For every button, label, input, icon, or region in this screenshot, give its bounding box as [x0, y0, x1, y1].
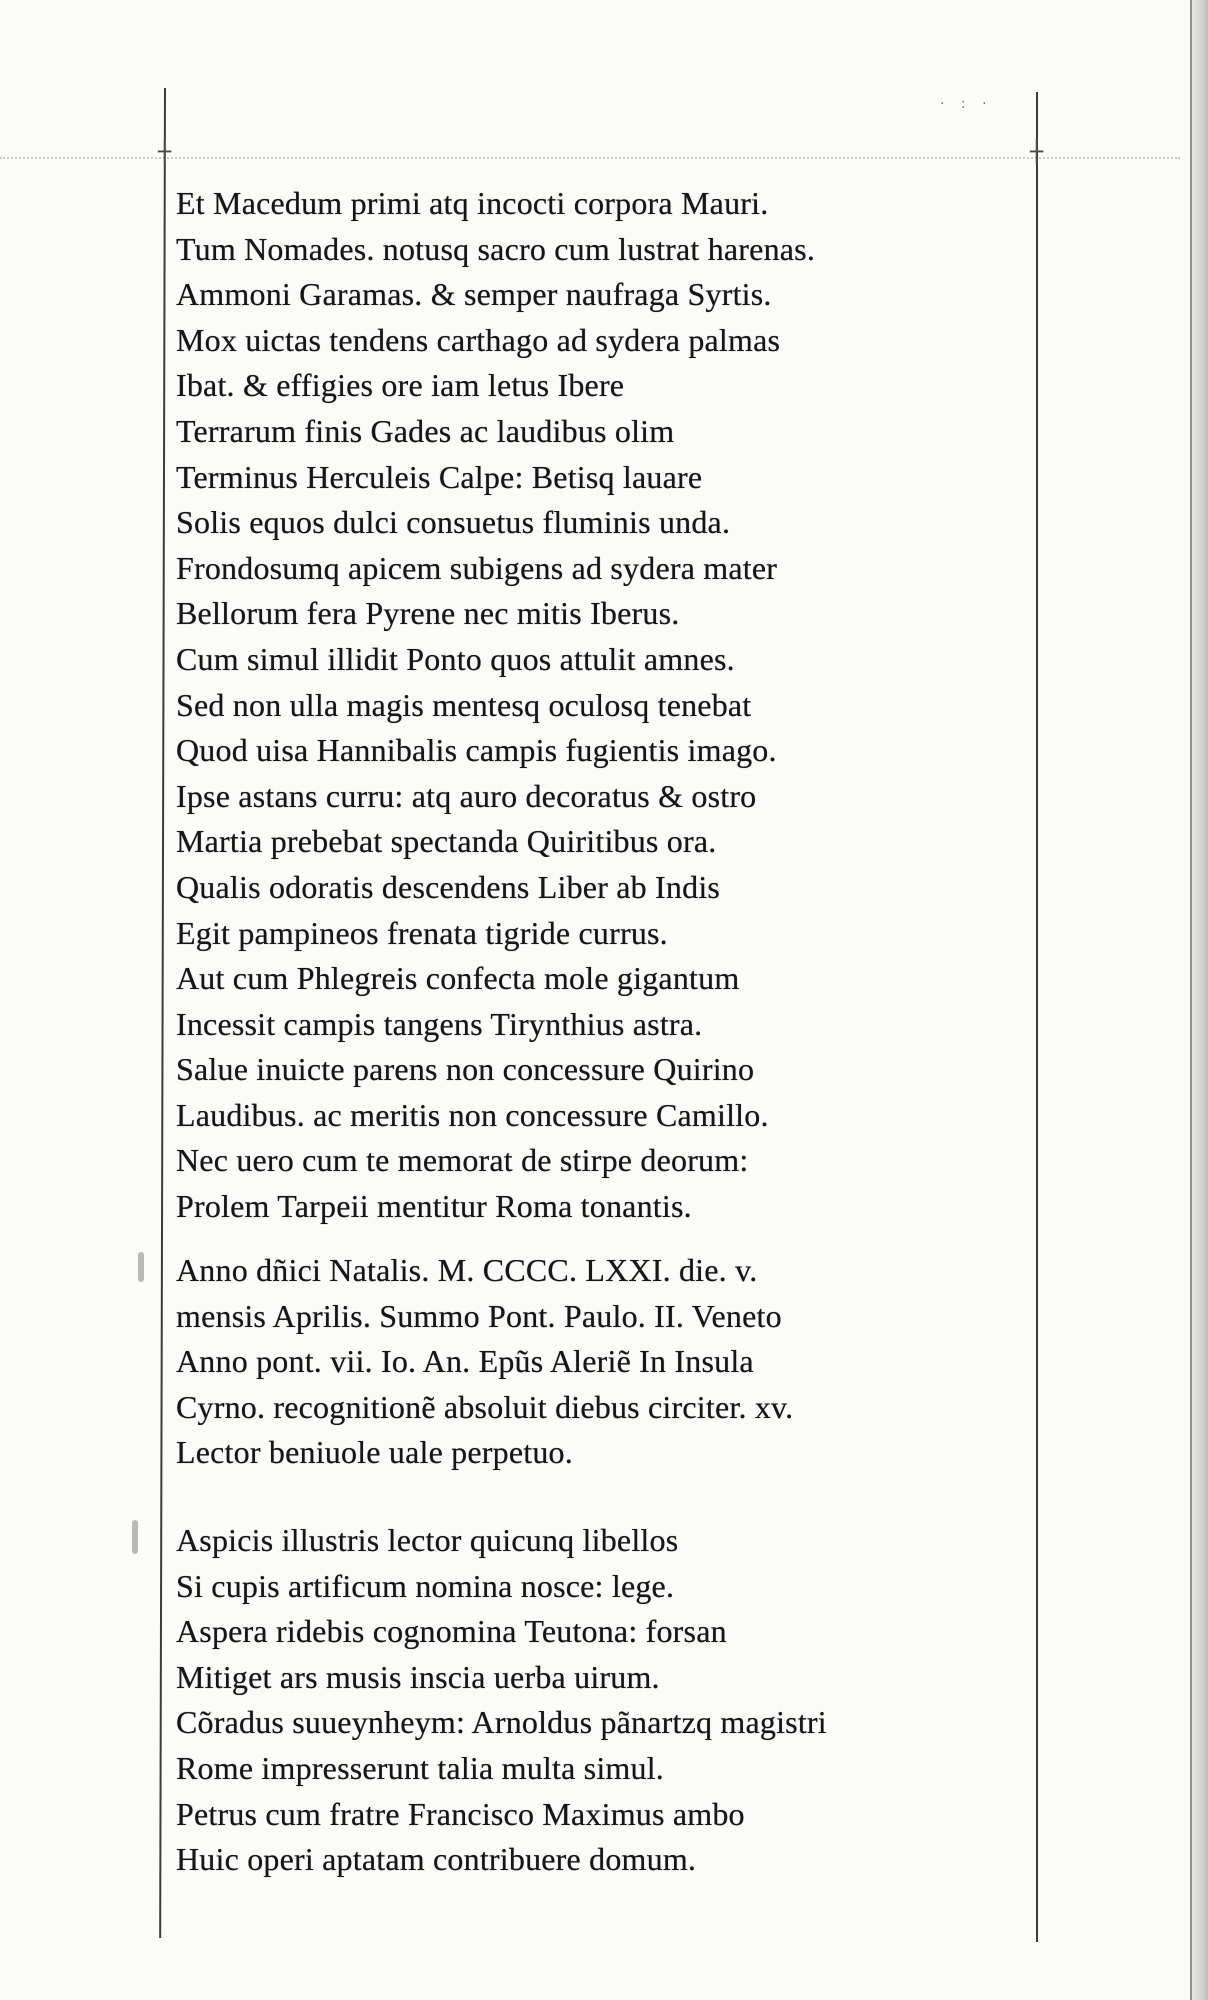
text-line: Mitiget ars musis inscia uerba uirum.: [176, 1658, 660, 1695]
text-line: Martia prebebat spectanda Quiritibus ora.: [176, 823, 717, 860]
margin-bracket-mark: [132, 1520, 138, 1554]
text-line: Aspicis illustris lector quicunq libellos: [176, 1522, 679, 1558]
text-line: Petrus cum fratre Francisco Maximus ambo: [176, 1795, 745, 1832]
margin-bracket-mark: [138, 1252, 144, 1282]
page-edge-shadow: [1192, 0, 1208, 2000]
text-line: Ipse astans curru: atq auro decoratus & ostro: [176, 777, 757, 814]
right-ruling-line: [1036, 92, 1038, 1942]
text-line: Cum simul illidit Ponto quos attulit amnes.: [176, 640, 735, 677]
text-line: Anno pont. vii. Io. An. Epũs Aleriẽ In Insula: [176, 1343, 754, 1380]
text-line: Si cupis artificum nomina nosce: lege.: [176, 1567, 675, 1604]
left-ruling-line: [159, 88, 166, 1938]
text-line: Qualis odoratis descendens Liber ab Indis: [176, 868, 721, 905]
text-line: Cõradus suueynheym: Arnoldus pãnartzq magistri: [176, 1704, 827, 1741]
text-line: Sed non ulla magis mentesq oculosq tenebat: [176, 686, 752, 723]
text-line: Huic operi aptatam contribuere domum.: [176, 1841, 697, 1878]
text-line: Prolem Tarpeii mentitur Roma tonantis.: [176, 1188, 692, 1225]
text-line: Bellorum fera Pyrene nec mitis Iberus.: [176, 595, 680, 632]
text-line: Aut cum Phlegreis confecta mole gigantum: [176, 960, 740, 997]
text-line: Salue inuicte parens non concessure Quirino: [176, 1051, 755, 1088]
text-line: Incessit campis tangens Tirynthius astra.: [176, 1005, 703, 1042]
ink-specks: · : ·: [940, 96, 993, 112]
text-line: Lector beniuole uale perpetuo.: [176, 1434, 573, 1471]
text-line: Frondosumq apicem subigens ad sydera mater: [176, 549, 778, 586]
text-line: Anno dñici Natalis. M. CCCC. LXXI. die. v.: [176, 1252, 758, 1288]
poem-block: [176, 181, 1006, 1230]
right-tick-mark: ┼: [1030, 140, 1044, 165]
text-line: Quod uisa Hannibalis campis fugientis imago.: [176, 732, 777, 769]
text-line: Ibat. & effigies ore iam letus Ibere: [176, 367, 625, 404]
colophon-block: [176, 1248, 1006, 1476]
text-line: Terminus Herculeis Calpe: Betisq lauare: [176, 458, 703, 495]
text-line: Et Macedum primi atq incocti corpora Mauri.: [176, 185, 769, 221]
text-line: Rome impresserunt talia multa simul.: [176, 1749, 665, 1786]
text-line: Cyrno. recognitionẽ absoluit diebus circiter. xv.: [176, 1388, 794, 1425]
page-edge-line: [1190, 0, 1192, 2000]
text-line: mensis Aprilis. Summo Pont. Paulo. II. Veneto: [176, 1297, 782, 1334]
text-line: Ammoni Garamas. & semper naufraga Syrtis.: [176, 276, 772, 313]
text-line: Solis equos dulci consuetus fluminis unda.: [176, 504, 731, 541]
text-line: Aspera ridebis cognomina Teutona: forsan: [176, 1613, 727, 1650]
text-line: Tum Nomades. notusq sacro cum lustrat harenas.: [176, 230, 816, 267]
top-ruling-line: [0, 157, 1180, 159]
text-line: Egit pampineos frenata tigride currus.: [176, 914, 668, 951]
text-line: Laudibus. ac meritis non concessure Camillo.: [176, 1096, 769, 1133]
printers-verse-block: [176, 1518, 1006, 1883]
text-line: Terrarum finis Gades ac laudibus olim: [176, 412, 675, 449]
text-line: Nec uero cum te memorat de stirpe deorum:: [176, 1142, 749, 1179]
text-line: Mox uictas tendens carthago ad sydera palmas: [176, 321, 781, 358]
left-tick-mark: ┼: [158, 140, 172, 165]
